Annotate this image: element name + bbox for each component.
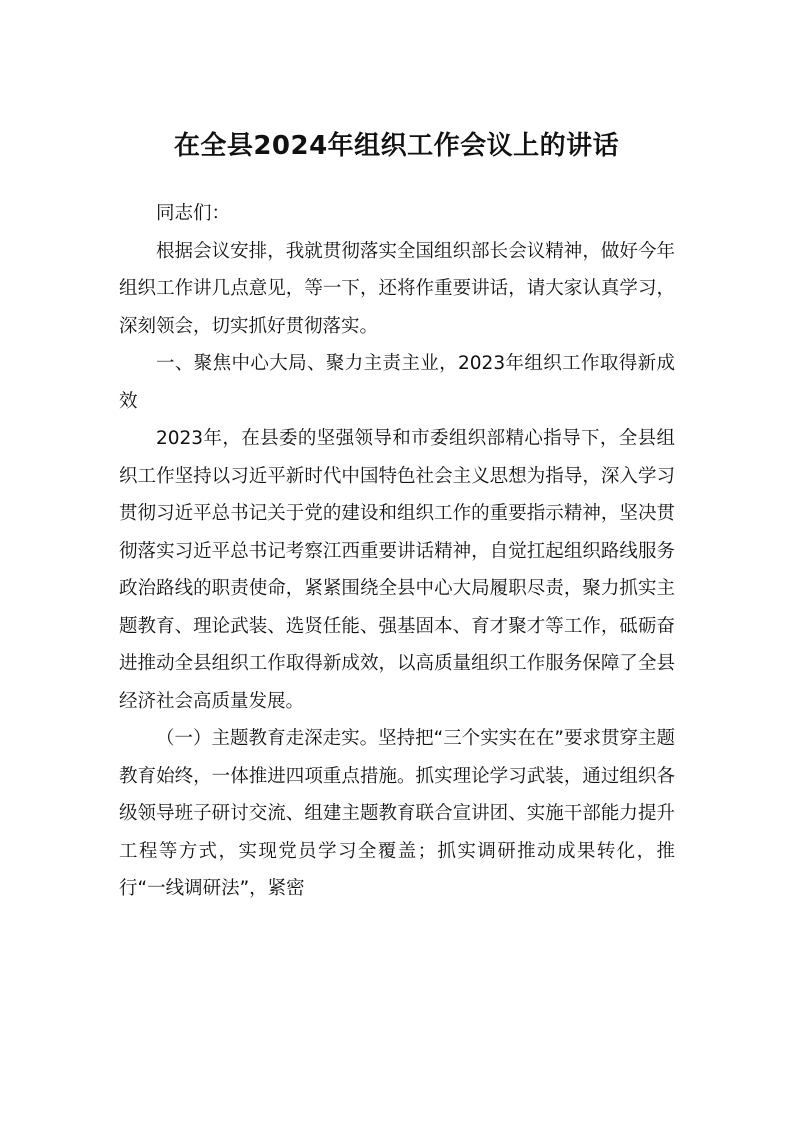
- paragraph-salutation: 同志们：: [156, 203, 231, 224]
- section-heading-1: 一、聚焦中心大局、聚力主责主业，2023年组织工作取得新成效: [119, 353, 675, 412]
- paragraph-2023-summary: 2023年，在县委的坚强领导和市委组织部精心指导下，全县组织工作坚持以习近平新时代中国特色社会主义思想为指导，深入学习贯彻习近平总书记关于党的建设和组织工作的重要指示精神，坚决贯彻落实习近平总书记考察江西重要讲话精神，自觉扛起组织路线服务政治路线的职责使命，紧紧围绕全县中心大局履职尽责，聚力抓实主题教育、理论武装、选贤任能、强基固本、育才聚才等工作，砥砺奋进推动全县组织工作取得新成效，以高质量组织工作服务保障了全县经济社会高质量发展。: [119, 428, 675, 712]
- paragraph-intro: 根据会议安排，我就贯彻落实全国组织部长会议精神，做好今年组织工作讲几点意见，等一下，还将作重要讲话，请大家认真学习，深刻领会，切实抓好贯彻落实。: [119, 240, 675, 337]
- document-title: 在全县2024年组织工作会议上的讲话: [173, 131, 620, 161]
- document-body: [119, 195, 675, 908]
- paragraph-theme-education: （一）主题教育走深走实。坚持把“三个实实在在”要求贯穿主题教育始终，一体推进四项重点措施。抓实理论学习武装，通过组织各级领导班子研讨交流、组建主题教育联合宣讲团、实施干部能力提升工程等方式，实现党员学习全覆盖；抓实调研推动成果转化，推行“一线调研法”，紧密: [119, 728, 675, 899]
